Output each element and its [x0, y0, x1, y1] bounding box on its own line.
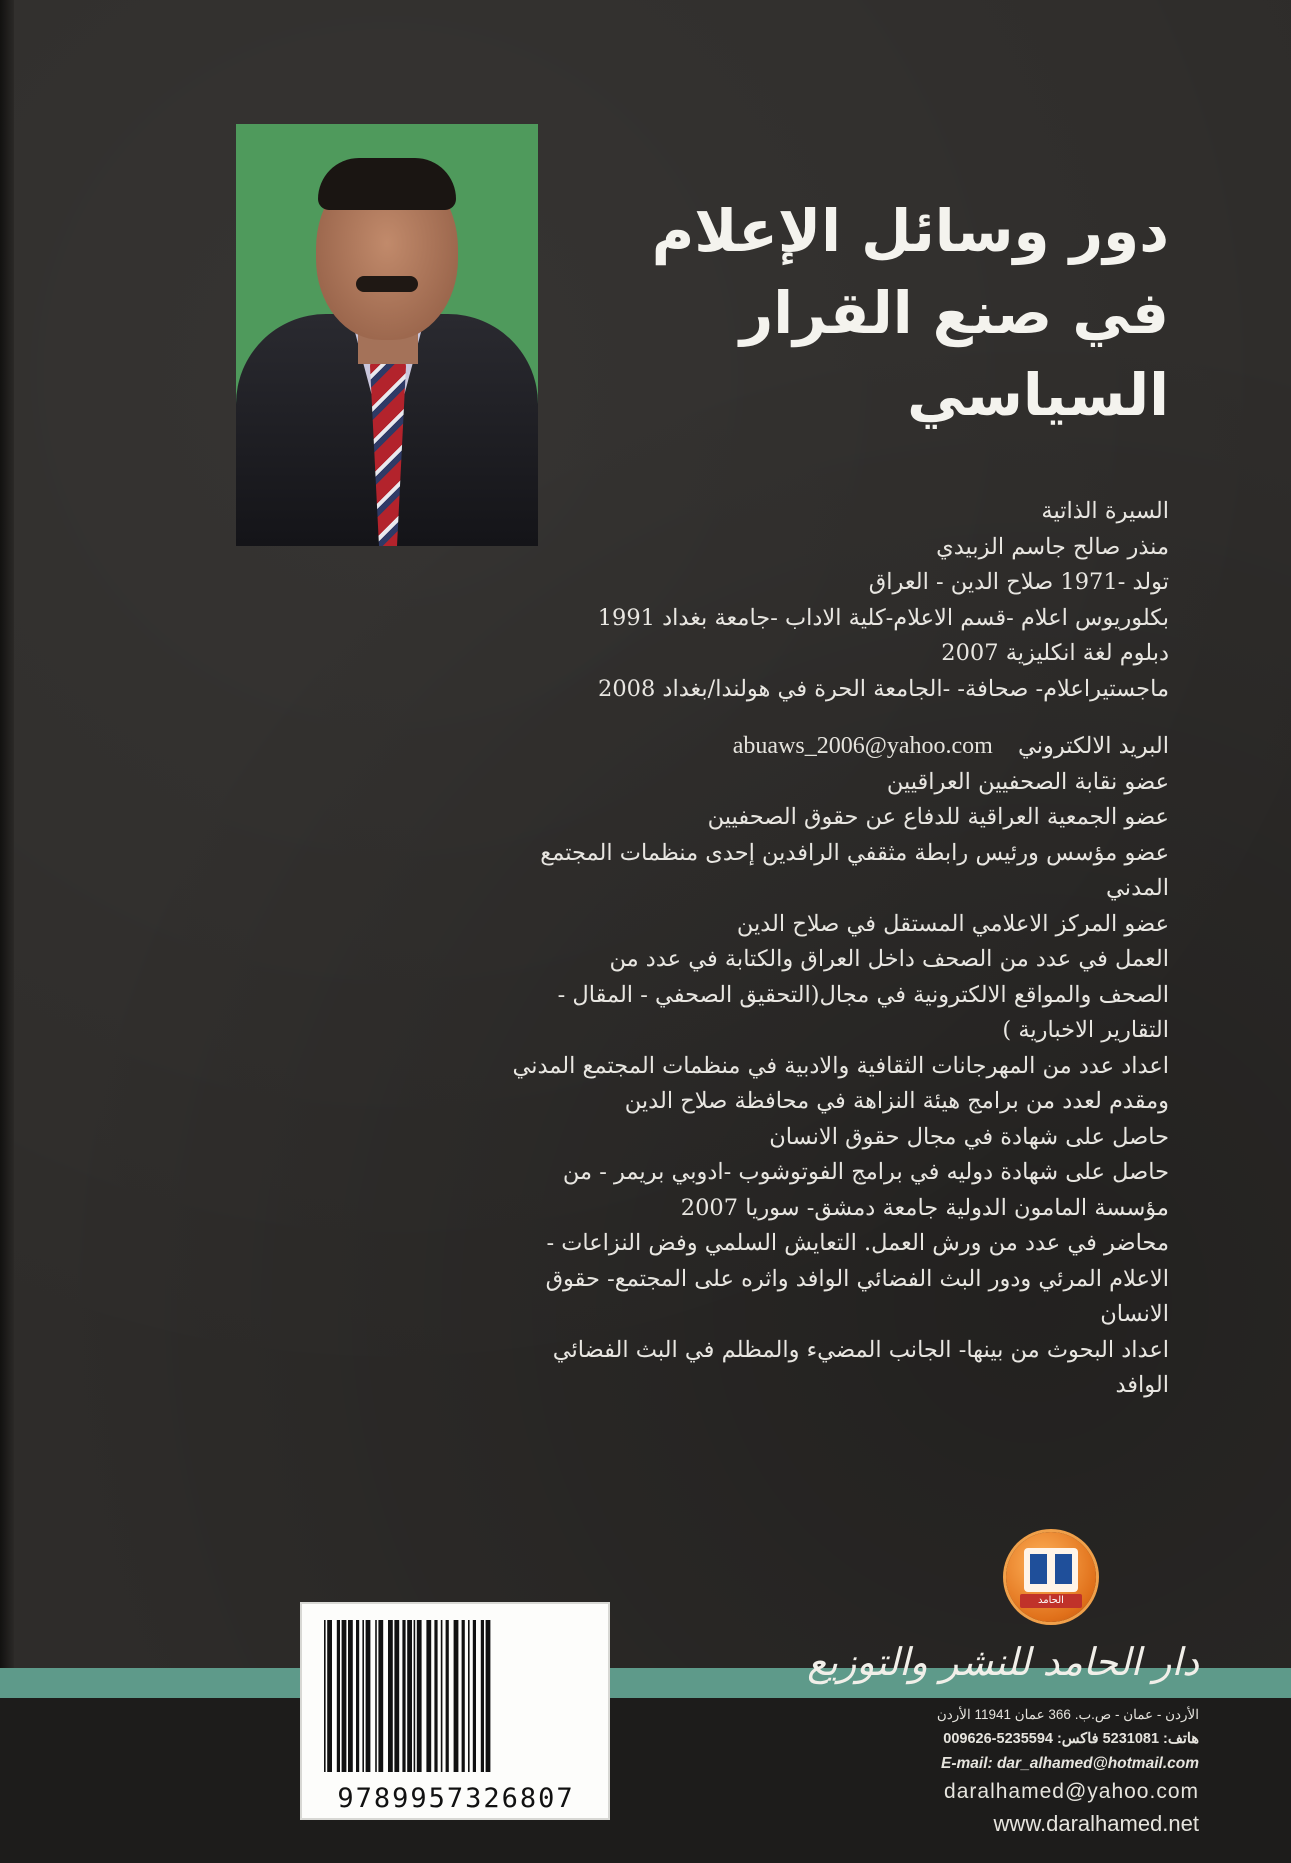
- barcode-bars: [324, 1620, 586, 1772]
- publisher-logo-icon: [1006, 1532, 1096, 1622]
- publisher-address: الأردن - عمان - ص.ب. 366 عمان 11941 الأردن: [936, 1707, 1199, 1722]
- bio-email-line: [369, 729, 1169, 765]
- bio-line: اعداد البحوث من بينها- الجانب المضيء والمظلم في البث الفضائي: [552, 1336, 1169, 1363]
- title-line-2: في صنع القرار السياسي: [739, 279, 1169, 429]
- publisher-email: E-mail: dar_alhamed@hotmail.com: [940, 1755, 1199, 1772]
- isbn-number: 9789957326807: [337, 1783, 575, 1814]
- author-biography: [369, 494, 1169, 1404]
- publisher-name: دار الحامد للنشر والتوزيع: [807, 1640, 1199, 1684]
- publisher-contact: [779, 1704, 1199, 1840]
- bio-line: عضو مؤسس ورئيس رابطة مثقفي الرافدين إحدى منظمات المجتمع: [540, 839, 1169, 866]
- bio-line: ماجستيراعلام- صحافة- -الجامعة الحرة في هولندا/بغداد 2008: [598, 675, 1169, 702]
- isbn-barcode: [300, 1602, 610, 1820]
- bio-line: ومقدم لعدد من برامج هيئة النزاهة في محافظة صلاح الدين: [624, 1088, 1169, 1114]
- title-line-1: دور وسائل الإعلام: [651, 197, 1169, 265]
- bio-line: المدني: [1106, 875, 1169, 901]
- bio-line: عضو الجمعية العراقية للدفاع عن حقوق الصحفيين: [707, 804, 1169, 830]
- logo-tag: الحامد: [1020, 1594, 1082, 1608]
- bio-line: الصحف والمواقع الالكترونية في مجال(التحقيق الصحفي - المقال -: [557, 981, 1169, 1008]
- bio-line: محاضر في عدد من ورش العمل. التعايش السلمي وفض النزاعات -: [546, 1230, 1169, 1256]
- publisher-email-2: daralhamed@yahoo.com: [944, 1780, 1199, 1803]
- bio-line: منذر صالح جاسم الزبيدي: [936, 533, 1169, 560]
- bio-line: حاصل على شهادة في مجال حقوق الانسان: [769, 1123, 1169, 1150]
- publisher-phone: هاتف: 5231081 فاكس: 5235594-009626: [943, 1731, 1199, 1747]
- bio-line: حاصل على شهادة دوليه في برامج الفوتوشوب -ادوبي بريمر - من: [562, 1159, 1169, 1185]
- bio-line: بكلوريوس اعلام -قسم الاعلام-كلية الاداب -جامعة بغداد 1991: [597, 604, 1169, 631]
- bio-line: عضو نقابة الصحفيين العراقيين: [886, 768, 1169, 795]
- email-label: البريد الالكتروني: [1018, 733, 1169, 759]
- bio-line: الانسان: [1100, 1301, 1169, 1327]
- bio-line: اعداد عدد من المهرجانات الثقافية والادبية في منظمات المجتمع المدني: [512, 1052, 1169, 1079]
- bio-line: السيرة الذاتية: [1041, 498, 1169, 524]
- bio-line: مؤسسة المامون الدولية جامعة دمشق- سوريا 2007: [680, 1194, 1169, 1221]
- spine-edge: [0, 0, 14, 1863]
- book-title: [609, 190, 1169, 436]
- bio-line: العمل في عدد من الصحف داخل العراق والكتابة في عدد من: [609, 946, 1169, 972]
- publisher-website: www.daralhamed.net: [993, 1811, 1199, 1836]
- bio-line: عضو المركز الاعلامي المستقل في صلاح الدين: [736, 910, 1169, 937]
- bio-line: دبلوم لغة انكليزية 2007: [941, 640, 1169, 666]
- bio-line: تولد -1971 صلاح الدين - العراق: [868, 569, 1169, 595]
- bio-line: التقارير الاخبارية ): [1002, 1017, 1169, 1043]
- author-email: abuaws_2006@yahoo.com: [732, 733, 993, 759]
- author-photo: [236, 124, 538, 546]
- bio-line: الاعلام المرئي ودور البث الفضائي الوافد واثره على المجتمع- حقوق: [545, 1265, 1169, 1292]
- bio-line: الوافد: [1115, 1372, 1169, 1398]
